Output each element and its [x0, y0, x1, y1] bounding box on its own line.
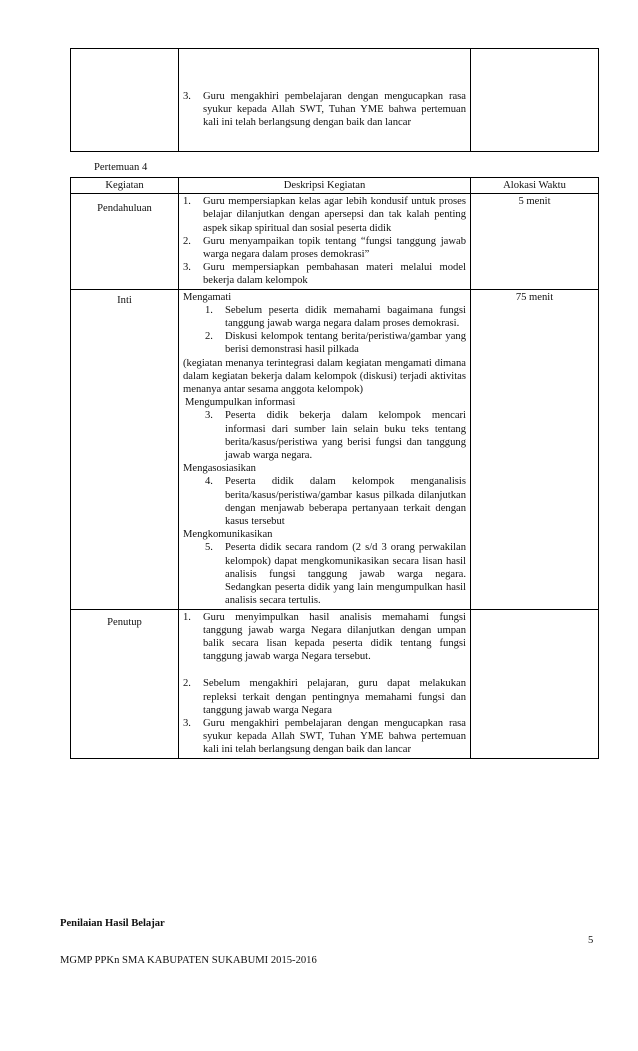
spacer — [183, 663, 466, 677]
list-item — [183, 261, 466, 287]
penutup-time — [471, 609, 599, 758]
pendahuluan-label: Pendahuluan — [71, 194, 179, 289]
inti-label: Inti — [71, 289, 179, 609]
pendahuluan-time: 5 menit — [471, 194, 599, 289]
section-heading: Mengasosiasikan — [183, 463, 256, 475]
item-number: 2. — [183, 235, 191, 247]
assessment-title: Penilaian Hasil Belajar — [60, 918, 165, 929]
list-item — [205, 409, 466, 462]
section-heading: Mengamati — [183, 291, 232, 303]
item-number: 1. — [183, 196, 191, 208]
table-row-pendahuluan — [71, 194, 599, 289]
header-deskripsi: Deskripsi Kegiatan — [179, 178, 471, 194]
header-alokasi: Alokasi Waktu — [471, 178, 599, 194]
table-header-row — [71, 178, 599, 194]
kegiatan-cell — [71, 49, 179, 152]
item-number: 3. — [183, 91, 191, 102]
table-row-inti — [71, 289, 599, 609]
list-item — [183, 90, 466, 130]
activity-table — [70, 177, 599, 759]
header-kegiatan: Kegiatan — [71, 178, 179, 194]
item-number: 5. — [205, 542, 213, 554]
page-number: 5 — [588, 935, 594, 946]
table-row — [71, 49, 599, 152]
section-heading: Mengumpulkan informasi — [185, 397, 296, 409]
list-item — [205, 475, 466, 528]
deskripsi-cell — [179, 49, 471, 152]
list-item — [205, 304, 466, 330]
previous-activity-table — [70, 48, 599, 152]
list-item — [183, 611, 466, 664]
item-number: 4. — [205, 476, 213, 488]
list-item — [205, 330, 466, 356]
list-item — [183, 235, 466, 261]
item-text: Sebelum peserta didik memahami bagaimana fungsi tanggung jawab warga negara dalam proses demokrasi. — [225, 304, 466, 330]
item-text: Guru mengakhiri pembelajaran dengan mengucapkan rasa syukur kepada Allah SWT, Tuhan YME bahwa pertemuan kali ini telah berlangsung dengan baik dan lancar — [203, 91, 466, 129]
list-item — [183, 717, 466, 757]
inti-description — [179, 289, 471, 609]
item-text: Guru mempersiapkan kelas agar lebih kondusif untuk proses belajar dilanjutkan dengan apersepsi dan tak kalah penting aspek sikap spiritual dan sosial peserta didik — [203, 196, 466, 234]
item-text: Peserta didik dalam kelompok menganalisis berita/kasus/peristiwa/gambar kasus pilkada dilanjutkan dengan menjawab beberapa pertanyaan terkait dengan kasus tersebut — [225, 476, 466, 528]
table-row-penutup — [71, 609, 599, 758]
item-number: 2. — [183, 678, 191, 690]
item-number: 3. — [183, 717, 191, 729]
item-text: Guru mempersiapkan pembahasan materi melalui model bekerja dalam kelompok — [203, 262, 466, 287]
item-text: Sebelum mengakhiri pelajaran, guru dapat melakukan repleksi terkait dengan pentingnya memahami fungsi dan tanggung jawab warga Negara — [203, 678, 466, 716]
item-text: Guru menyampaikan topik tentang “fungsi tanggung jawab warga negara dalam proses demokrasi” — [203, 235, 466, 261]
alokasi-cell — [471, 49, 599, 152]
meeting-title: Pertemuan 4 — [94, 162, 148, 173]
item-text: Guru mengakhiri pembelajaran dengan mengucapkan rasa syukur kepada Allah SWT, Tuhan YME bahwa pertemuan kali ini telah berlangsung dengan baik dan lancar — [203, 717, 466, 756]
list-item — [183, 677, 466, 717]
item-number: 1. — [205, 304, 213, 316]
penutup-description — [179, 609, 471, 758]
item-text: Peserta didik bekerja dalam kelompok mencari informasi dari sumber lain selain buku teks tentang berita/kasus/peristiwa yang berisi fungsi dan tanggung jawab warga negara. — [225, 410, 466, 462]
note-paragraph: (kegiatan menanya terintegrasi dalam kegiatan mengamati dimana dalam kegiatan bekerja dalam kelompok (diskusi) terjadi aktivitas menanya antar sesama anggota kelompok) — [183, 357, 466, 396]
list-item — [205, 541, 466, 607]
item-text: Diskusi kelompok tentang berita/peristiwa/gambar yang berisi demonstrasi hasil pilkada — [225, 331, 466, 356]
list-item — [183, 195, 466, 235]
item-number: 2. — [205, 331, 213, 343]
item-number: 1. — [183, 611, 191, 623]
item-text: Peserta didik secara random (2 s/d 3 orang perwakilan kelompok) dapat mengkomunikasikan secara lisan hasil analisis fungsi tanggung jawab warga negara. Sedangkan peserta didik yang lain mengumpulkan hasil analisis secara tertulis. — [225, 542, 466, 607]
inti-time: 75 menit — [471, 289, 599, 609]
penutup-label: Penutup — [71, 609, 179, 758]
page-footer: MGMP PPKn SMA KABUPATEN SUKABUMI 2015-2016 — [60, 955, 317, 966]
item-text: Guru menyimpulkan hasil analisis memahami fungsi tanggung jawab warga Negara dilanjutkan dengan umpan balik secara lisan kepada peserta didik tentang fungsi tanggung jawab warga Negara tersebut. — [203, 611, 466, 663]
item-number: 3. — [183, 262, 191, 274]
pendahuluan-description — [179, 194, 471, 289]
section-heading: Mengkomunikasikan — [183, 529, 273, 541]
item-number: 3. — [205, 410, 213, 422]
